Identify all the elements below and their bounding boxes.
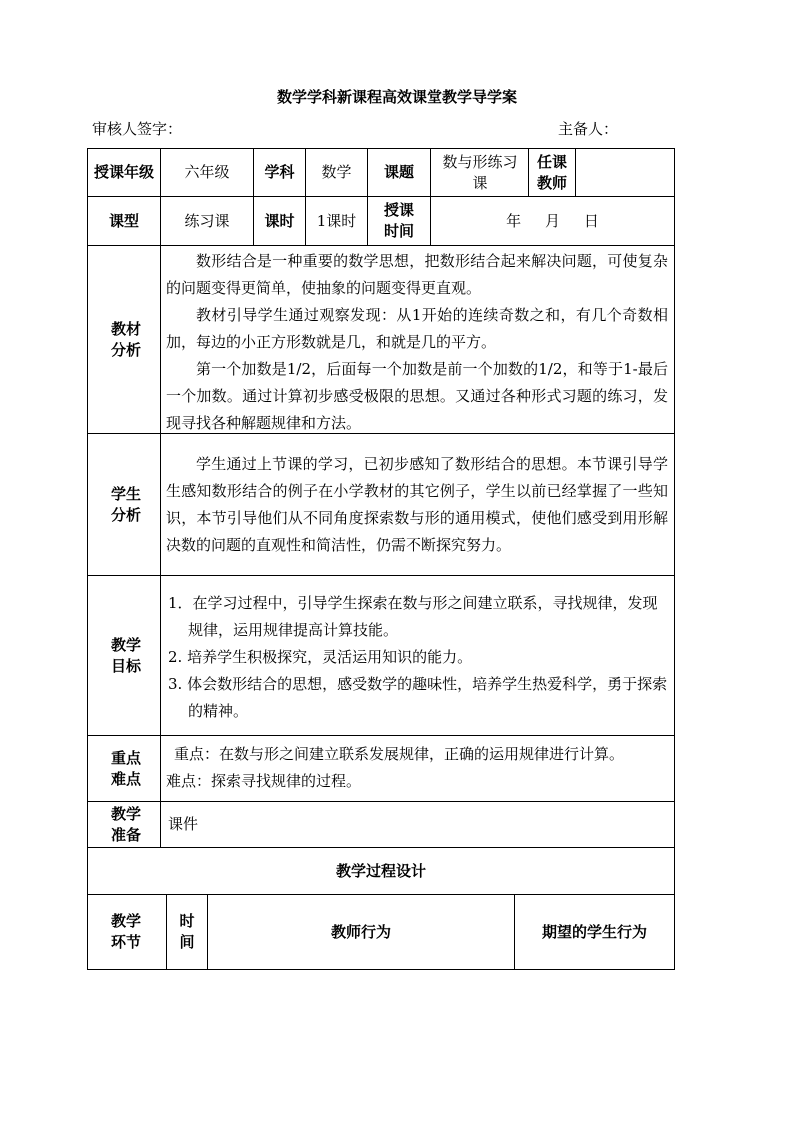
- topic-label: 课题: [383, 163, 414, 181]
- textbook-paragraph: 第一个加数是1/2，后面每一个加数是前一个加数的1/2，和等于1-最后一个加数。通过计算初步感受极限的思想。又通过各种形式习题的练习，发现寻找各种解题规律和方法。: [166, 360, 668, 432]
- preparation-value: 课件: [168, 815, 199, 833]
- difficult-point: 难点：探索寻找规律的过程。: [166, 772, 362, 790]
- hours-value: 1课时: [316, 211, 357, 230]
- teacher-action-column-header: 教师行为: [330, 922, 391, 941]
- lesson-type-value: 练习课: [184, 211, 230, 230]
- subject-label: 学科: [264, 163, 295, 181]
- reviewer-signature-label: 审核人签字：: [92, 120, 183, 138]
- teaching-goals-list: [166, 590, 668, 725]
- lesson-time-label: 授课时间: [383, 201, 414, 240]
- teaching-goals-label: 教学目标: [110, 635, 141, 675]
- student-paragraph: 学生通过上节课的学习，已初步感知了数形结合的思想。本节课引导学生感知数形结合的例子在小学教材的其它例子，学生以前已经掌握了一些知识，本节引导他们从不同角度探索数与形的通用模式，使他们感受到用形解决数的问题的直观性和简洁性，仍需不断探究努力。: [166, 455, 668, 554]
- textbook-analysis-text: [166, 248, 668, 437]
- hours-label: 课时: [264, 211, 295, 230]
- teacher-value: [576, 149, 674, 196]
- time-column-header: 时间: [179, 912, 195, 951]
- textbook-analysis-label: 教材分析: [110, 319, 141, 359]
- student-action-column-header: 期望的学生行为: [541, 922, 647, 941]
- key-point: 重点：在数与形之间建立联系发展规律，正确的运用规律进行计算。: [174, 745, 625, 763]
- lesson-date-value: 年 月 日: [506, 211, 599, 230]
- topic-value: 数与形练习课: [442, 152, 518, 192]
- lesson-type-label: 课型: [108, 211, 139, 230]
- student-analysis-label: 学生分析: [110, 484, 141, 524]
- teaching-preparation-label: 教学准备: [110, 804, 141, 844]
- grade-label: 授课年级: [93, 163, 154, 181]
- grade-value: 六年级: [184, 163, 230, 181]
- goal-item: 3. 体会数形结合的思想，感受数学的趣味性，培养学生热爱科学，勇于探索的精神。: [168, 675, 668, 720]
- goal-item: 2. 培养学生积极探究，灵活运用知识的能力。: [168, 648, 473, 666]
- goal-item: 1．在学习过程中，引导学生探索在数与形之间建立联系，寻找规律，发现规律，运用规律提高计算技能。: [168, 594, 658, 639]
- stage-column-header: 教学环节: [110, 912, 141, 951]
- textbook-paragraph: 教材引导学生通过观察发现：从1开始的连续奇数之和，有几个奇数相加，每边的小正方形数就是几，和就是几的平方。: [166, 306, 668, 351]
- student-analysis-text: [166, 451, 668, 559]
- subject-value: 数学: [321, 163, 352, 181]
- document-title: 数学学科新课程高效课堂教学导学案: [276, 88, 517, 106]
- key-difficult-points-label: 重点难点: [110, 748, 141, 788]
- textbook-paragraph: 数形结合是一种重要的数学思想，把数形结合起来解决问题，可使复杂的问题变得更简单，使抽象的问题变得更直观。: [166, 252, 668, 297]
- key-points-text: [166, 741, 668, 795]
- teacher-label: 任课教师: [536, 152, 567, 192]
- process-design-title: 教学过程设计: [335, 861, 426, 880]
- preparer-label: 主备人：: [558, 120, 619, 138]
